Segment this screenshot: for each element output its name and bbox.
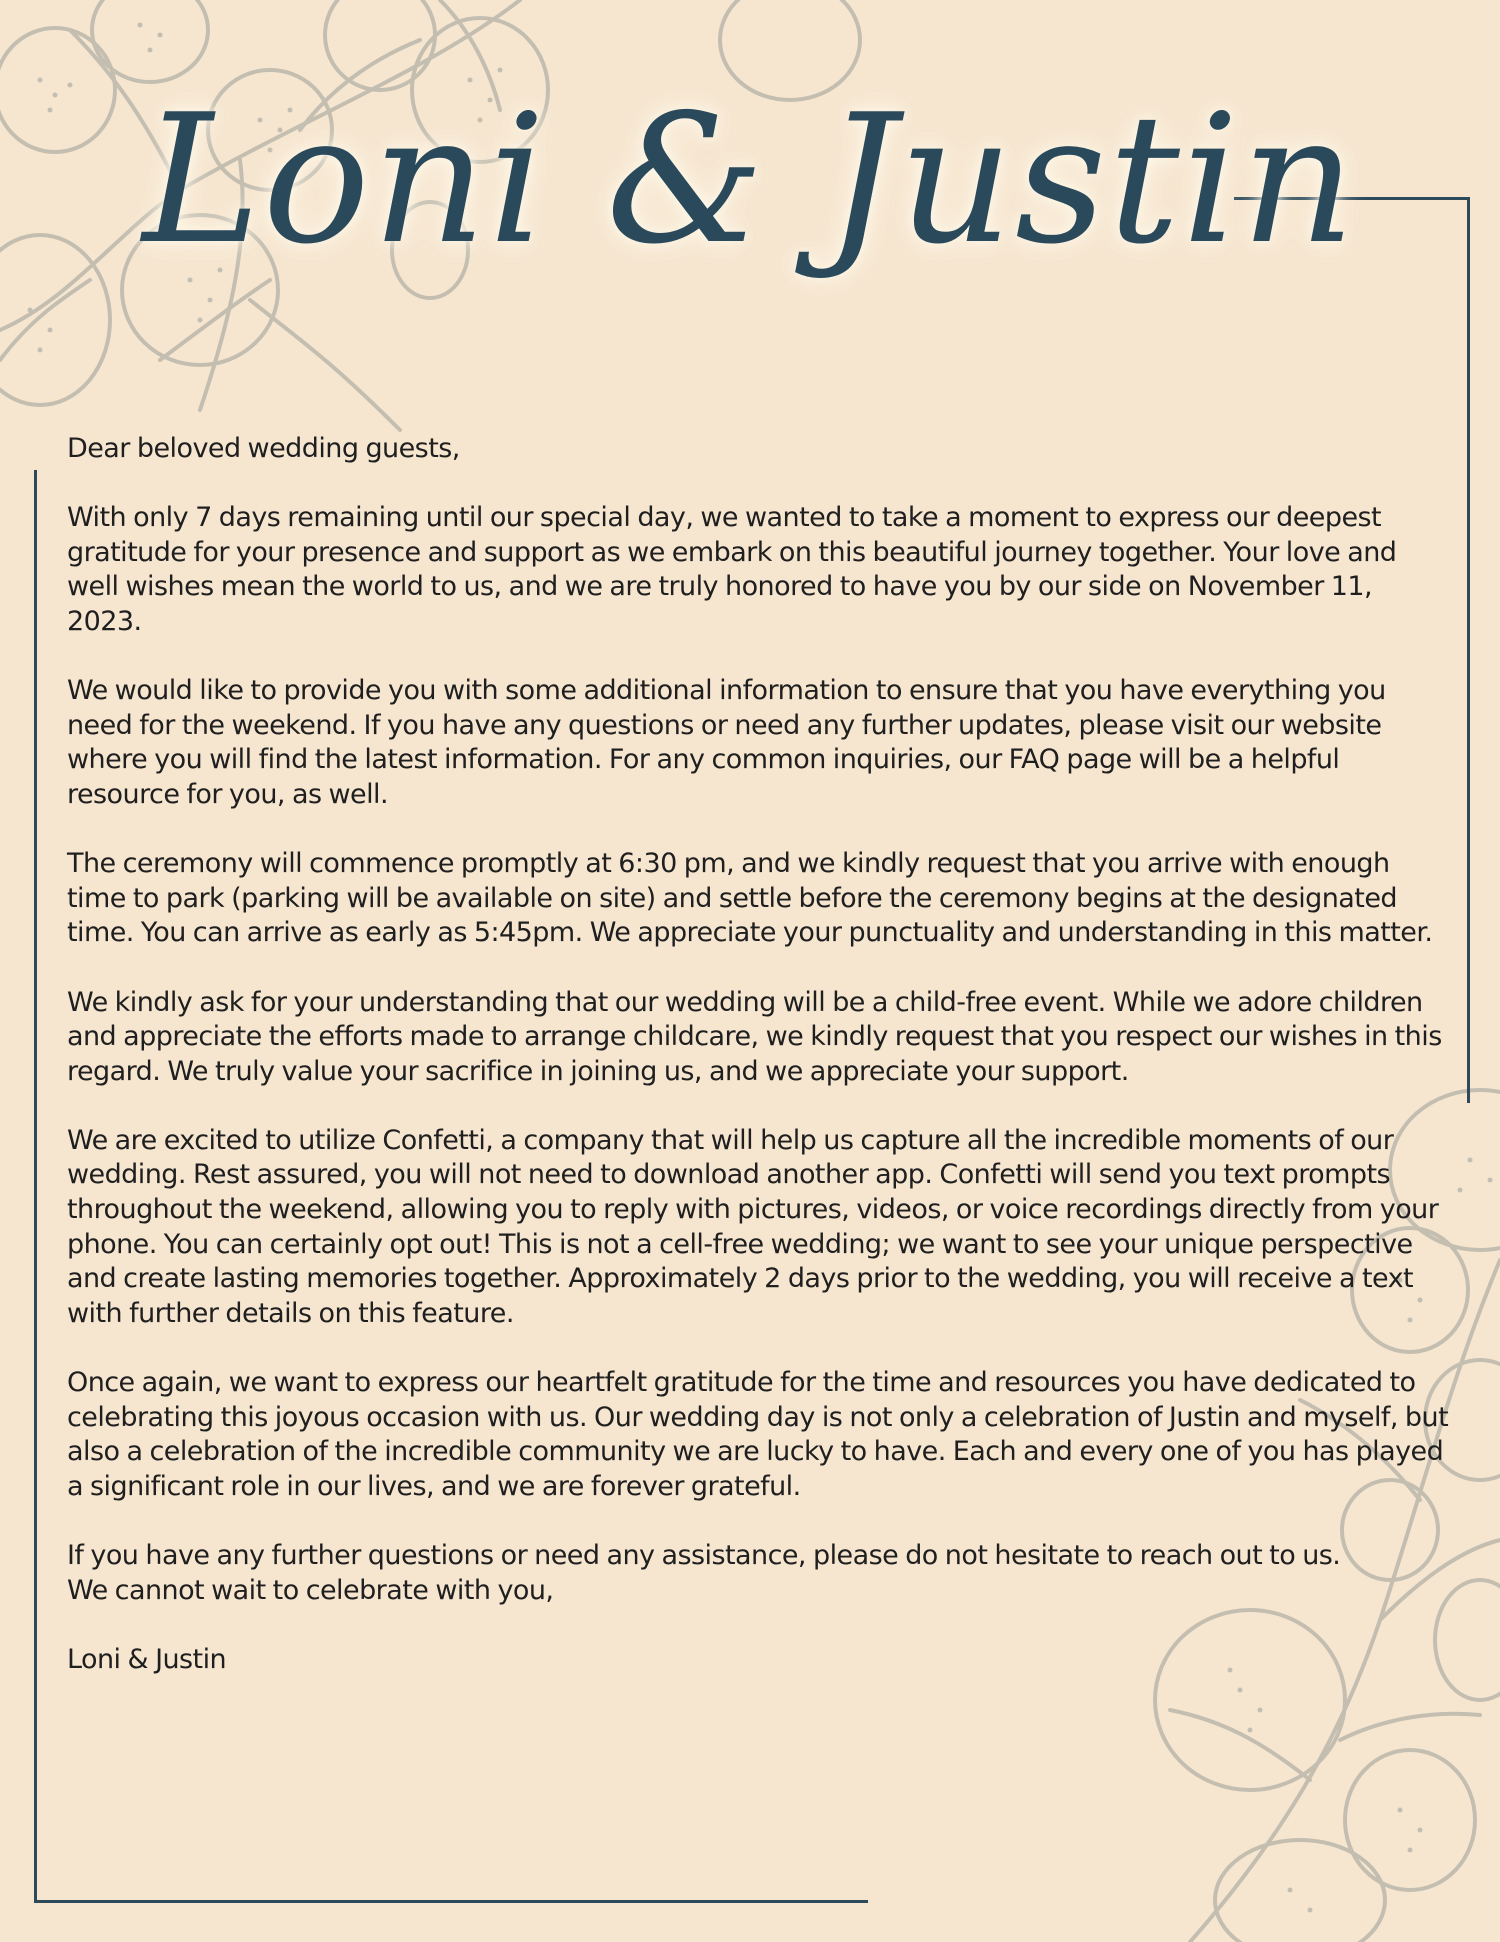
letter-paragraph: We kindly ask for your understanding that our wedding will be a child-free event. While we adore children and appreciate the efforts made to arrange childcare, we kindly request that you respect our wishes in this regard. We truly value your sacrifice in joining us, and we appreciate your support. xyxy=(67,986,1442,1087)
letter-body xyxy=(67,432,1452,1677)
letter-closing-request: If you have any further questions or need any assistance, please do not hesitate to reach out to us. xyxy=(67,1540,1341,1571)
letter-paragraph: Once again, we want to express our heartfelt gratitude for the time and resources you have dedicated to celebrating this joyous occasion with us. Our wedding day is not only a celebration of Justin and myself, but also a celebration of the incredible community we are lucky to have. Each and every one of you has played a significant role in our lives, and we are forever grateful. xyxy=(67,1367,1449,1502)
frame-line-bottom-horizontal xyxy=(34,1900,868,1903)
couple-names-title: Loni & Justin xyxy=(142,76,1358,283)
letter-paragraph: We would like to provide you with some additional information to ensure that you have everything you need for the weekend. If you have any questions or need any further updates, please visit our website where you will find the latest information. For any common inquiries, our FAQ page will be a helpful resource for you, as well. xyxy=(67,675,1386,810)
frame-line-left-vertical xyxy=(34,470,37,1902)
letter-signature: Loni & Justin xyxy=(67,1643,227,1675)
letter-closing-line: We cannot wait to celebrate with you, xyxy=(67,1574,554,1606)
letter-paragraph: The ceremony will commence promptly at 6:30 pm, and we kindly request that you arrive with enough time to park (parking will be available on site) and settle before the ceremony begins at the designated time. You can arrive as early as 5:45pm. We appreciate your punctuality and understanding in this matter. xyxy=(67,848,1433,949)
letter-paragraph: We are excited to utilize Confetti, a company that will help us capture all the incredible moments of our wedding. Rest assured, you will not need to download another app. Confetti will send you text prompts throughout the weekend, allowing you to reply with pictures, videos, or voice recordings directly from your phone. You can certainly opt out! This is not a cell-free wedding; we want to see your unique perspective and create lasting memories together. Approximately 2 days prior to the wedding, you will receive a text with further details on this feature. xyxy=(67,1124,1439,1329)
letter-paragraph: With only 7 days remaining until our special day, we wanted to take a moment to express our deepest gratitude for your presence and support as we embark on this beautiful journey together. Your love and well wishes mean the world to us, and we are truly honored to have you by our side on November 11, 2023. xyxy=(67,502,1397,637)
letter-greeting: Dear beloved wedding guests, xyxy=(67,433,460,464)
